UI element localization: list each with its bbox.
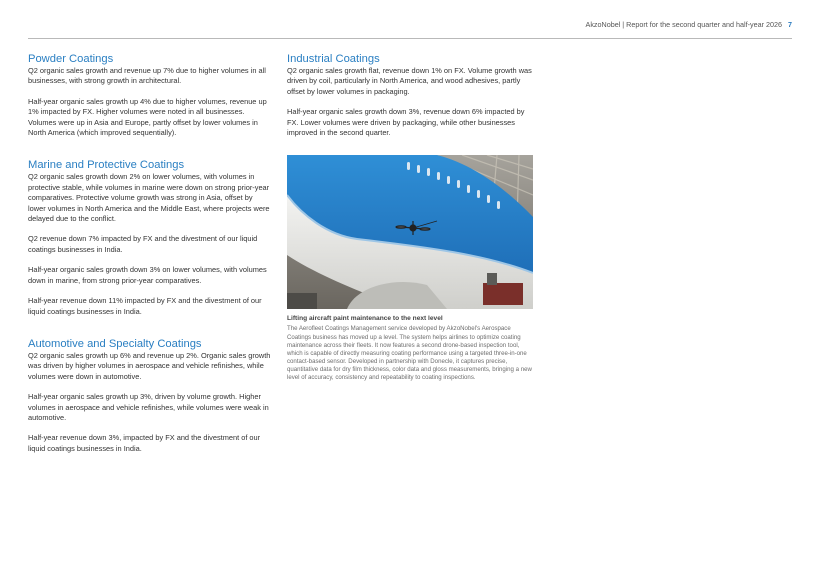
photo-caption-title: Lifting aircraft paint maintenance to the next level <box>287 315 443 323</box>
automotive-specialty-paragraph-1: Q2 organic sales growth up 6% and revenue up 2%. Organic sales growth was driven by higher volumes in aerospace and vehicle refinishes, while volumes were down in automotive. <box>28 350 271 381</box>
header-text: AkzoNobel | Report for the second quarter and half-year 2026 <box>585 20 782 29</box>
powder-coatings-paragraph-1: Q2 organic sales growth and revenue up 7% due to higher volumes in all businesses, with strong growth in architectural. <box>28 66 266 86</box>
marine-protective-heading: Marine and Protective Coatings <box>28 159 185 172</box>
marine-protective-paragraph-4: Half-year revenue down 11% impacted by FX and the divestment of our liquid coatings businesses in India. <box>28 296 262 316</box>
automotive-specialty-paragraph-2: Half-year organic sales growth up 3%, driven by volume growth. Higher volumes in aerospace and vehicle refinishes, while volumes were weak in automotive. <box>28 392 269 422</box>
marine-protective-paragraph-2: Q2 revenue down 7% impacted by FX and the divestment of our liquid coatings businesses in India. <box>28 234 258 254</box>
page-header <box>28 18 792 39</box>
powder-coatings-heading: Powder Coatings <box>28 53 114 65</box>
marine-protective-paragraph-1: Q2 organic sales growth down 2% on lower volumes, with volumes in protective stable, while volumes in marine were down on strong prior-year comparatives. Protective volume growth was strong in Asia, offset by lower volumes in North America and the Middle East, where projects were delayed due to the conflict. <box>28 172 270 224</box>
aircraft-drone-inspection-photo <box>287 155 533 309</box>
powder-coatings-section <box>28 52 272 138</box>
right-column <box>287 52 534 382</box>
page-number: 7 <box>788 20 792 29</box>
marine-protective-paragraph-3: Half-year organic sales growth down 3% on lower volumes, with volumes down in marine, from strong prior-year comparatives. <box>28 265 267 285</box>
automotive-specialty-paragraph-3: Half-year revenue down 3%, impacted by FX and the divestment of our liquid coatings businesses in India. <box>28 433 261 453</box>
photo-caption-text: The Aerofleet Coatings Management service developed by AkzoNobel's Aerospace Coatings business has moved up a level. The system helps airlines to optimize coating maintenance across their fleets. It now features a second drone-based inspection tool, which is capable of directly measuring coating performance using a targeted three-in-one contact-based sensor. Developed in partnership with Donecle, it captures precise, quantitative data for dry film thickness, color data and gloss measurements, bringing a new level of accuracy, consistency and repeatability to coating inspections. <box>287 325 532 381</box>
industrial-coatings-paragraph-2: Half-year organic sales growth down 3%, revenue down 6% impacted by FX. Lower volumes were driven by packaging, while other businesses improved in the second quarter. <box>287 107 525 138</box>
powder-coatings-paragraph-2: Half-year organic sales growth up 4% due to higher volumes, revenue up 1% impacted by FX. Higher volumes were noted in all businesses. Volumes were up in Asia and Europe, partly offset by lower volumes in North America (which improved sequentially). <box>28 96 267 138</box>
automotive-specialty-heading: Automotive and Specialty Coatings <box>28 337 202 350</box>
left-column <box>28 52 272 454</box>
industrial-coatings-section <box>287 52 534 138</box>
automotive-specialty-section <box>28 337 272 454</box>
industrial-coatings-heading: Industrial Coatings <box>287 53 380 65</box>
marine-protective-section <box>28 158 272 316</box>
industrial-coatings-paragraph-1: Q2 organic sales growth flat, revenue down 1% on FX. Volume growth was driven by coil, particularly in North America, and wood adhesives, partly offset by lower volumes in packaging. <box>287 66 532 96</box>
